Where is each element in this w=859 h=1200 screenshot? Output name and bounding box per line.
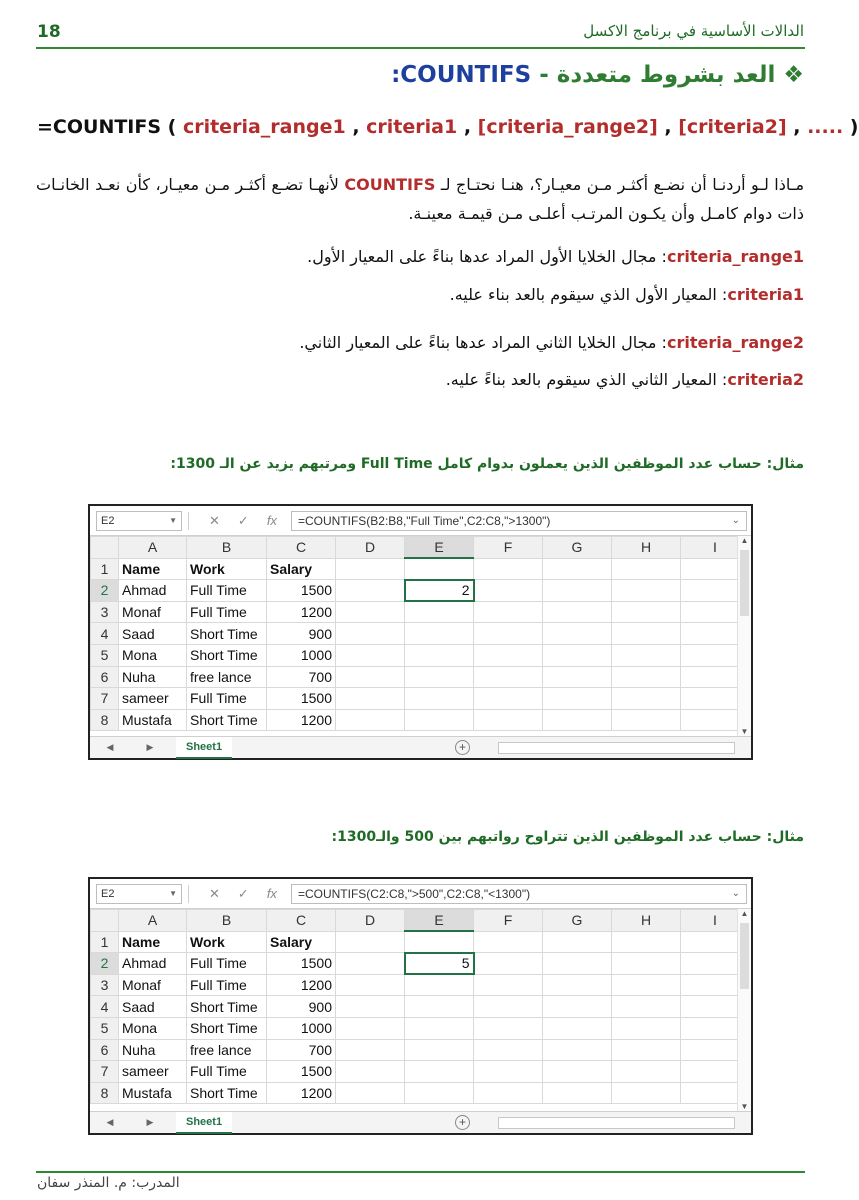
column-header[interactable]: F [474,537,543,559]
column-header[interactable]: B [187,910,267,932]
cell[interactable]: Full Time [187,601,267,623]
header-divider [36,47,805,49]
function-syntax [37,116,859,138]
column-header[interactable]: C [267,910,336,932]
name-box-value: E2 [101,887,115,900]
cell[interactable]: Saad [119,623,187,645]
cell[interactable] [336,953,405,975]
excel-window [88,504,753,760]
cell[interactable] [474,623,543,645]
cell[interactable]: 1200 [267,1082,336,1104]
cell[interactable] [336,644,405,666]
cell[interactable]: Work [187,558,267,580]
syntax-arg: criteria_range1 [182,116,346,138]
cell[interactable] [474,1061,543,1083]
cell[interactable] [543,1017,612,1039]
cell[interactable] [543,666,612,688]
row-header[interactable]: 8 [91,1082,119,1104]
column-header-row [91,537,750,559]
arg-text: : مجال الخلايا الثاني المراد عدها بناءً على المعيار الثاني. [299,333,667,352]
active-cell[interactable]: 5 [405,953,474,975]
cell[interactable] [474,666,543,688]
cell[interactable] [405,931,474,953]
row-header[interactable]: 5 [91,1017,119,1039]
cell[interactable] [543,974,612,996]
table-row [91,996,750,1018]
cell[interactable]: Short Time [187,644,267,666]
cell[interactable] [405,558,474,580]
column-header[interactable]: C [267,537,336,559]
cell[interactable] [543,644,612,666]
intro-text: مـاذا لـو أردنـا أن نضـع أكثـر مـن معيـار؟، هنـا نحتـاج لـ [435,175,805,194]
active-cell[interactable]: 2 [405,580,474,602]
cell[interactable] [405,666,474,688]
cell[interactable]: 700 [267,1039,336,1061]
cell[interactable] [543,601,612,623]
syntax-sep: , [657,116,679,138]
syntax-sep: , [345,116,367,138]
cell[interactable] [336,931,405,953]
name-box[interactable] [96,511,182,531]
section-title-function: COUNTIFS: [391,62,532,88]
row-header[interactable]: 3 [91,601,119,623]
cell[interactable]: Full Time [187,688,267,710]
cell[interactable] [612,709,681,731]
cell[interactable] [336,996,405,1018]
divider [188,885,189,903]
cell[interactable] [405,709,474,731]
cell[interactable] [474,601,543,623]
column-header[interactable]: G [543,910,612,932]
table-row [91,1017,750,1039]
formula-value: =COUNTIFS(C2:C8,">500",C2:C8,"<1300") [297,886,531,901]
sheet-nav [90,742,170,753]
cell[interactable]: Full Time [187,974,267,996]
table-row [91,666,750,688]
enter-icon[interactable]: ✓ [237,885,249,901]
cell[interactable]: sameer [119,1061,187,1083]
intro-paragraph [36,170,804,228]
cell[interactable]: Salary [267,931,336,953]
cell[interactable]: Mona [119,1017,187,1039]
cell[interactable]: 1200 [267,709,336,731]
column-header[interactable]: A [119,537,187,559]
formula-bar [90,879,751,909]
arg-description [307,247,804,266]
cell[interactable]: Name [119,558,187,580]
cell[interactable]: Short Time [187,996,267,1018]
prev-sheet-icon[interactable]: ◀ [106,742,114,752]
column-header[interactable]: I [681,910,750,932]
vertical-scrollbar[interactable] [737,536,751,736]
cell[interactable] [474,996,543,1018]
table-row [91,931,750,953]
cell[interactable] [612,666,681,688]
horizontal-scrollbar[interactable] [498,742,735,754]
arg-description [450,285,804,304]
sheet-tab[interactable]: Sheet1 [176,1112,232,1134]
cell[interactable]: Full Time [187,953,267,975]
cell[interactable]: 1000 [267,1017,336,1039]
cell[interactable] [543,1082,612,1104]
cell[interactable]: Short Time [187,1017,267,1039]
formula-value: =COUNTIFS(B2:B8,"Full Time",C2:C8,">1300") [297,513,551,528]
sheet-grid [90,536,750,731]
select-all-corner[interactable] [91,910,119,932]
cell[interactable] [336,1039,405,1061]
cell[interactable] [543,623,612,645]
example-caption: مثال: حساب عدد الموظفين الذين تتراوح رواتبهم بين 500 والـ1300: [331,829,804,845]
row-header[interactable]: 2 [91,953,119,975]
divider [188,512,189,530]
syntax-sep: , [457,116,478,138]
expand-icon[interactable]: ⌄ [731,515,740,526]
cell[interactable] [612,558,681,580]
sheet-grid [90,909,750,1104]
formula-input[interactable] [291,884,747,904]
scroll-up-icon[interactable]: ▲ [740,909,749,918]
cell[interactable]: Work [187,931,267,953]
cell[interactable]: 700 [267,666,336,688]
cell[interactable] [336,1082,405,1104]
sheet-tab-bar [90,736,751,758]
cell[interactable] [474,558,543,580]
cell[interactable]: Mustafa [119,709,187,731]
cancel-icon[interactable]: ✕ [209,512,220,528]
cell[interactable] [405,623,474,645]
cell[interactable] [612,1017,681,1039]
row-header[interactable]: 1 [91,558,119,580]
arg-text: : المعيار الأول الذي سيقوم بالعد بناء عليه. [449,285,728,304]
scroll-thumb[interactable] [740,923,749,989]
cell[interactable] [543,688,612,710]
expand-icon[interactable]: ⌄ [731,888,740,899]
cell[interactable]: Mona [119,644,187,666]
column-header[interactable]: D [336,910,405,932]
sheet-tab[interactable]: Sheet1 [176,737,232,759]
cell[interactable] [612,623,681,645]
cell[interactable] [474,580,543,602]
cell[interactable] [474,931,543,953]
function-icon[interactable]: fx [266,513,277,528]
cell[interactable] [336,623,405,645]
page-number: 18 [37,22,61,42]
scroll-thumb[interactable] [740,550,749,616]
cell[interactable]: 1500 [267,688,336,710]
next-sheet-icon[interactable]: ▶ [146,1117,154,1127]
arg-label: criteria2 [727,370,804,389]
row-header[interactable]: 6 [91,1039,119,1061]
excel-window [88,877,753,1135]
cell[interactable] [474,688,543,710]
cell[interactable] [405,601,474,623]
cell[interactable] [336,601,405,623]
cell[interactable] [405,1061,474,1083]
row-header[interactable]: 7 [91,1061,119,1083]
column-header[interactable]: A [119,910,187,932]
syntax-suffix: ) [843,116,859,138]
column-header[interactable]: D [336,537,405,559]
formula-bar [90,506,751,536]
cell[interactable] [474,1039,543,1061]
arg-label: criteria_range2 [666,333,804,352]
column-header[interactable]: G [543,537,612,559]
syntax-arg: criteria1 [366,116,458,138]
cell[interactable] [543,931,612,953]
cell[interactable]: 1500 [267,1061,336,1083]
cell[interactable] [612,931,681,953]
formula-icons [195,513,291,529]
table-row [91,623,750,645]
arg-text: : مجال الخلايا الأول المراد عدها بناءً على المعيار الأول. [307,247,667,266]
cell[interactable] [543,1061,612,1083]
cell[interactable] [543,709,612,731]
intro-keyword: COUNTIFS [344,175,436,194]
name-box[interactable] [96,884,182,904]
cell[interactable]: Saad [119,996,187,1018]
table-row [91,601,750,623]
section-title-arabic: العد بشروط متعددة - [531,62,776,88]
cell[interactable]: 1200 [267,974,336,996]
cell[interactable] [612,1061,681,1083]
cell[interactable] [336,558,405,580]
trainer-credit: المدرب: م. المنذر سفان [37,1175,180,1191]
syntax-arg: [criteria_range2] [477,116,658,138]
cell[interactable] [336,974,405,996]
cell[interactable] [612,974,681,996]
cell[interactable] [336,709,405,731]
column-header[interactable]: B [187,537,267,559]
cell[interactable] [612,996,681,1018]
table-row [91,709,750,731]
scroll-down-icon[interactable]: ▼ [740,1102,749,1111]
dropdown-arrow-icon[interactable]: ▼ [169,516,177,525]
cell[interactable] [474,709,543,731]
column-header[interactable]: H [612,910,681,932]
cell[interactable]: Salary [267,558,336,580]
formula-icons [195,886,291,902]
syntax-arg: [criteria2] [678,116,787,138]
cell[interactable]: 1200 [267,601,336,623]
row-header[interactable]: 2 [91,580,119,602]
column-header[interactable]: I [681,537,750,559]
syntax-prefix: =COUNTIFS ( [37,116,183,138]
cell[interactable] [612,580,681,602]
row-header[interactable]: 5 [91,644,119,666]
cell[interactable] [612,1039,681,1061]
cell[interactable]: 1500 [267,953,336,975]
cell[interactable] [612,644,681,666]
cell[interactable] [474,974,543,996]
cell[interactable]: Name [119,931,187,953]
cell[interactable] [336,580,405,602]
cell[interactable] [543,558,612,580]
next-sheet-icon[interactable]: ▶ [146,742,154,752]
arg-label: criteria1 [727,285,804,304]
cell[interactable] [405,1017,474,1039]
column-header[interactable]: H [612,537,681,559]
cell[interactable]: Short Time [187,623,267,645]
cell[interactable] [474,644,543,666]
cell[interactable] [336,688,405,710]
scroll-down-icon[interactable]: ▼ [740,727,749,736]
table-row [91,644,750,666]
book-title: الدالات الأساسية في برنامج الاكسل [583,22,804,40]
cell[interactable] [336,1061,405,1083]
table-row [91,688,750,710]
cell[interactable] [405,1039,474,1061]
name-box-value: E2 [101,514,115,527]
syntax-sep: , [786,116,808,138]
function-icon[interactable]: fx [266,886,277,901]
row-header[interactable]: 3 [91,974,119,996]
table-row [91,1061,750,1083]
sheet-tab-bar [90,1111,751,1133]
column-header-row [91,910,750,932]
cell[interactable] [612,953,681,975]
cell[interactable] [405,1082,474,1104]
dropdown-arrow-icon[interactable]: ▼ [169,889,177,898]
select-all-corner[interactable] [91,537,119,559]
cell[interactable]: 1500 [267,580,336,602]
cell[interactable] [474,1017,543,1039]
table-row [91,1082,750,1104]
cell[interactable] [405,644,474,666]
cell[interactable] [336,666,405,688]
diamond-bullet-icon: ❖ [783,62,804,88]
cell[interactable] [474,1082,543,1104]
cell[interactable] [543,580,612,602]
cell[interactable] [336,1017,405,1039]
enter-icon[interactable]: ✓ [237,512,249,528]
add-sheet-icon[interactable]: + [455,1115,470,1130]
table-row [91,974,750,996]
arg-description [446,370,804,389]
row-header[interactable]: 8 [91,709,119,731]
cell[interactable] [405,996,474,1018]
cell[interactable]: sameer [119,688,187,710]
cell[interactable] [543,953,612,975]
cell[interactable] [612,688,681,710]
cell[interactable]: Short Time [187,1082,267,1104]
example-caption: مثال: حساب عدد الموظفين الذين يعملون بدوام كامل Full Time ومرتبهم يزيد عن الـ 1300: [170,456,804,472]
arg-label: criteria_range1 [666,247,804,266]
cell[interactable]: free lance [187,666,267,688]
cell[interactable]: Full Time [187,580,267,602]
cell[interactable]: 900 [267,623,336,645]
cell[interactable]: Monaf [119,601,187,623]
column-header[interactable]: E [405,910,474,932]
arg-text: : المعيار الثاني الذي سيقوم بالعد بناءً عليه. [445,370,728,389]
syntax-arg: ..... [807,116,844,138]
cell[interactable]: Ahmad [119,580,187,602]
cell[interactable]: Ahmad [119,953,187,975]
section-title [391,62,804,88]
cell[interactable]: Short Time [187,709,267,731]
cell[interactable] [405,688,474,710]
table-row [91,580,750,602]
cell[interactable]: Full Time [187,1061,267,1083]
cell[interactable]: Mustafa [119,1082,187,1104]
table-row [91,953,750,975]
cell[interactable] [543,996,612,1018]
horizontal-scrollbar[interactable] [498,1117,735,1129]
cell[interactable]: 1000 [267,644,336,666]
intro-text: لأنهـا تضـع أكثـر مـن معيـار، كأن نعـد الخانـات ذات دوام كامـل وأن يكـون المرتـب أعلـى مـن قيمـة معينـة. [36,175,804,223]
sheet-nav [90,1117,170,1128]
row-header[interactable]: 6 [91,666,119,688]
cell[interactable] [474,953,543,975]
add-sheet-icon[interactable]: + [455,740,470,755]
cancel-icon[interactable]: ✕ [209,885,220,901]
vertical-scrollbar[interactable] [737,909,751,1111]
cell[interactable]: free lance [187,1039,267,1061]
footer-divider [36,1171,805,1173]
table-row [91,558,750,580]
row-header[interactable]: 1 [91,931,119,953]
cell[interactable] [612,1082,681,1104]
cell[interactable] [543,1039,612,1061]
row-header[interactable]: 7 [91,688,119,710]
row-header[interactable]: 4 [91,623,119,645]
cell[interactable] [612,601,681,623]
scroll-up-icon[interactable]: ▲ [740,536,749,545]
cell[interactable]: Monaf [119,974,187,996]
row-header[interactable]: 4 [91,996,119,1018]
table-row [91,1039,750,1061]
column-header[interactable]: E [405,537,474,559]
cell[interactable]: Nuha [119,666,187,688]
prev-sheet-icon[interactable]: ◀ [106,1117,114,1127]
column-header[interactable]: F [474,910,543,932]
arg-description [299,333,804,352]
formula-input[interactable] [291,511,747,531]
cell[interactable]: Nuha [119,1039,187,1061]
cell[interactable] [405,974,474,996]
cell[interactable]: 900 [267,996,336,1018]
